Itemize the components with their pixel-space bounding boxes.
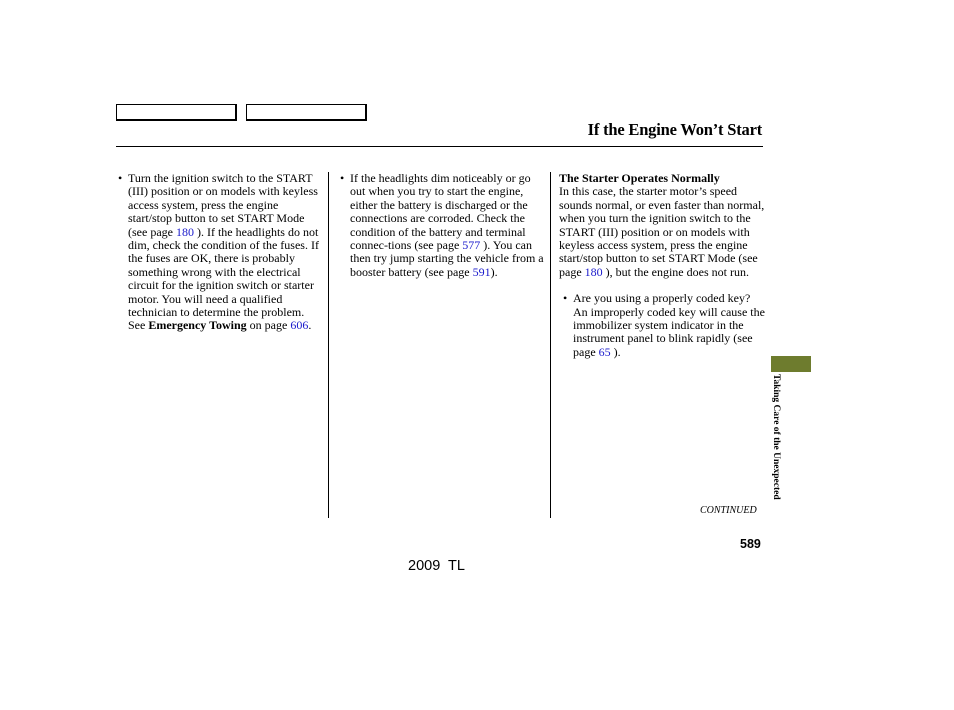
bullet-icon: • [118, 171, 123, 185]
body-text: . [308, 318, 312, 333]
page-link[interactable]: 577 [462, 238, 481, 253]
bullet-icon: • [340, 171, 345, 185]
section-label: Taking Care of the Unexpected [771, 374, 781, 500]
body-text: Turn the ignition switch to the START (III) position or on models with keyless access system, press the engine start/stop button to set START Mode (see page [128, 171, 318, 239]
body-text: ). [490, 264, 498, 279]
bold-reference: Emergency Towing [148, 318, 247, 333]
bullet-item [118, 172, 322, 333]
model-label: 2009 TL [408, 558, 465, 574]
page-link[interactable]: 606 [290, 318, 309, 333]
page-title: If the Engine Won’t Start [587, 120, 762, 139]
title-rule [116, 146, 763, 147]
page-link[interactable]: 65 [598, 344, 611, 359]
body-text: In this case, the starter motor’s speed sounds normal, or even faster than normal, when you turn the ignition switch to the START (III) position or on models with keyless access system, press the engine start/stop button to set START Mode (see page [559, 184, 765, 279]
column-1 [118, 172, 322, 333]
column-divider [328, 172, 329, 518]
bullet-item [340, 172, 546, 279]
body-text: ), but the engine does not run. [605, 264, 749, 279]
continued-label: CONTINUED [700, 505, 757, 516]
bullet-item [563, 292, 765, 359]
section-heading: The Starter Operates Normally [559, 171, 720, 185]
body-text: ). [613, 344, 621, 359]
page-number: 589 [740, 537, 761, 551]
page-link[interactable]: 180 [584, 264, 603, 279]
body-text: Are you using a properly coded key? An improperly coded key will cause the immobilizer system indicator in the instrument panel to blink rapidly (see page [573, 291, 765, 359]
column-2 [340, 172, 546, 279]
page-link[interactable]: 180 [175, 224, 194, 239]
column-divider [550, 172, 551, 518]
bullet-icon: • [563, 291, 568, 306]
column-3 [559, 172, 765, 359]
body-text: If the headlights dim noticeably or go out when you try to start the engine, either the battery is discharged or the connections are corroded. Check the condition of the battery and terminal connec-tions (see page [350, 171, 531, 253]
section-tab [771, 356, 811, 372]
page-link[interactable]: 591 [472, 264, 491, 279]
body-paragraph [559, 185, 765, 279]
nav-button-1[interactable] [116, 104, 237, 121]
body-text: ). If the headlights do not dim, check the condition of the fuses. If the fuses are OK, there is probably something wrong with the electrical circuit for the ignition switch or starter motor. You will need a qualified technician to determine the problem. See [128, 224, 319, 333]
body-text: on page [249, 318, 288, 333]
nav-button-2[interactable] [246, 104, 367, 121]
body-text: ). You can then try jump starting the vehicle from a booster battery (see page [350, 238, 544, 279]
